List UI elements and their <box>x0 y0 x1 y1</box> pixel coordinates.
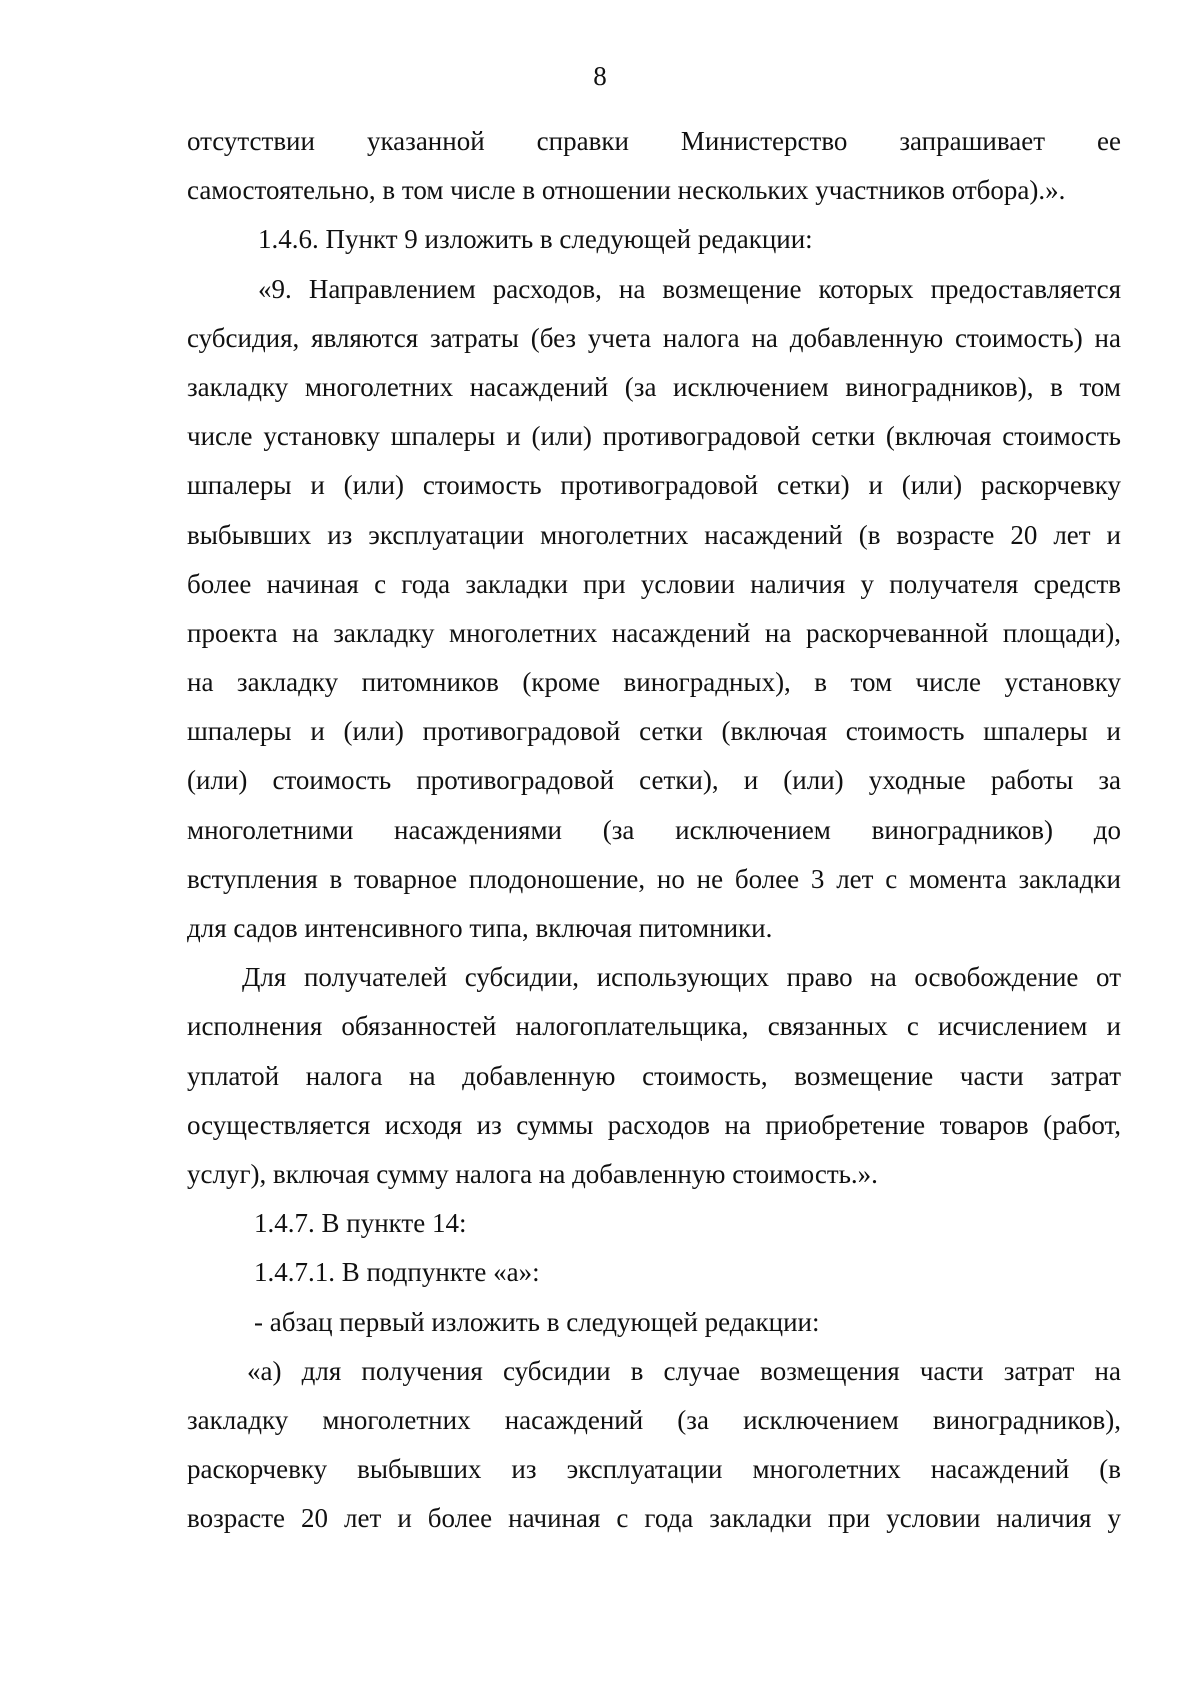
text-line: выбывших из эксплуатации многолетних насаждений (в возрасте 20 лет и <box>187 519 1121 550</box>
text-line: уплатой налога на добавленную стоимость, возмещение части затрат <box>187 1060 1121 1091</box>
text-line: 1.4.7.1. В подпункте «а»: <box>254 1257 540 1288</box>
text-line: закладку многолетних насаждений (за исключением виноградников), в том <box>187 371 1121 402</box>
text-line: раскорчевку выбывших из эксплуатации многолетних насаждений (в <box>187 1454 1121 1485</box>
text-line: услуг), включая сумму налога на добавленную стоимость.». <box>187 1158 878 1189</box>
text-line: шпалеры и (или) стоимость противоградовой сетки) и (или) раскорчевку <box>187 470 1121 501</box>
text-line: самостоятельно, в том числе в отношении нескольких участников отбора).». <box>187 175 1066 206</box>
text-line: числе установку шпалеры и (или) противоградовой сетки (включая стоимость <box>187 421 1121 452</box>
text-line: проекта на закладку многолетних насаждений на раскорчеванной площади), <box>187 617 1121 648</box>
text-line: 1.4.7. В пункте 14: <box>254 1208 467 1239</box>
text-line: исполнения обязанностей налогоплательщика, связанных с исчислением и <box>187 1011 1121 1042</box>
text-line: отсутствии указанной справки Министерство запрашивает ее <box>187 126 1121 156</box>
text-line: для садов интенсивного типа, включая питомники. <box>187 913 773 943</box>
text-line: вступления в товарное плодоношение, но не более 3 лет с момента закладки <box>187 863 1121 894</box>
text-line: многолетними насаждениями (за исключением виноградников) до <box>187 814 1121 845</box>
text-line: осуществляется исходя из суммы расходов на приобретение товаров (работ, <box>187 1109 1121 1140</box>
text-line: закладку многолетних насаждений (за исключением виноградников), <box>187 1404 1121 1435</box>
text-line: субсидия, являются затраты (без учета налога на добавленную стоимость) на <box>187 322 1121 353</box>
text-line: на закладку питомников (кроме виноградных), в том числе установку <box>187 667 1121 698</box>
text-line: Для получателей субсидии, использующих право на освобождение от <box>242 962 1121 993</box>
text-line: возрасте 20 лет и более начиная с года закладки при условии наличия у <box>187 1503 1121 1534</box>
text-line: «9. Направлением расходов, на возмещение которых предоставляется <box>258 273 1121 304</box>
text-line: «а) для получения субсидии в случае возмещения части затрат на <box>247 1355 1121 1386</box>
text-line: - абзац первый изложить в следующей редакции: <box>254 1306 820 1337</box>
text-line: 1.4.6. Пункт 9 изложить в следующей редакции: <box>258 224 813 255</box>
page-number: 8 <box>593 61 607 91</box>
text-line: более начиная с года закладки при условии наличия у получателя средств <box>187 568 1121 599</box>
document-body <box>187 117 1121 1543</box>
text-line: шпалеры и (или) противоградовой сетки (включая стоимость шпалеры и <box>187 716 1121 747</box>
text-line: (или) стоимость противоградовой сетки), и (или) уходные работы за <box>187 765 1121 796</box>
